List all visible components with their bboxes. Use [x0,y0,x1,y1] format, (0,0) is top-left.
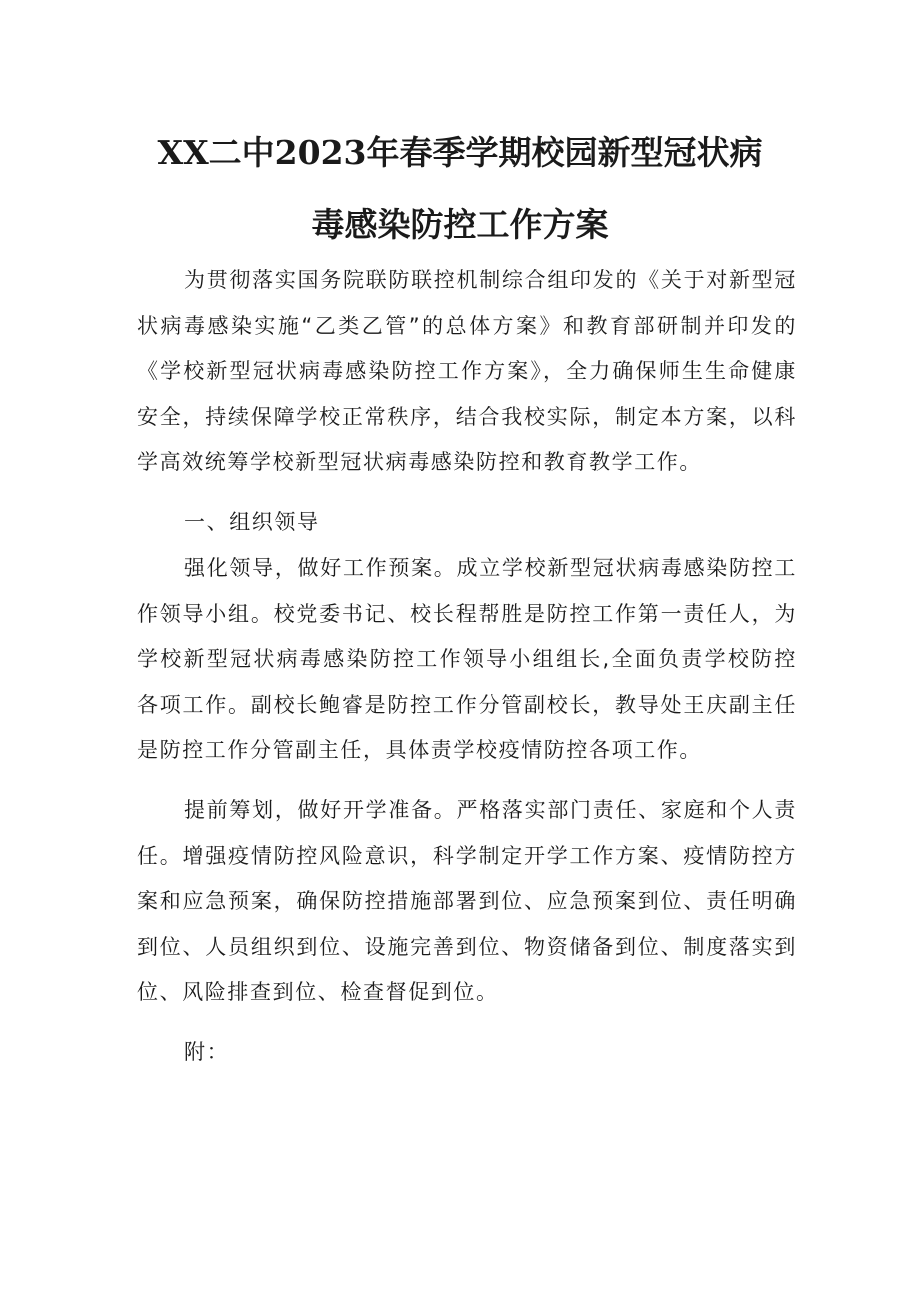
leadership-paragraph: 强化领导，做好工作预案。成立学校新型冠状病毒感染防控工作领导小组。校党委书记、校长程帮胜是防控工作第一责任人，为学校新型冠状病毒感染防控工作领导小组组长,全面负责学校防控各项工作。副校长鲍睿是防控工作分管副校长，教导处王庆副主任是防控工作分管副主任，具体责学校疫情防控各项工作。 [137,556,797,762]
intro-paragraph-block [137,258,797,486]
section-heading-block [137,500,797,546]
leadership-paragraph-block [137,546,797,774]
document-title-line-1: XX二中2023年春季学期校园新型冠状病 [157,133,763,172]
appendix-block [137,1030,797,1076]
document-title-line-2: 毒感染防控工作方案 [311,205,609,244]
preparation-paragraph: 提前筹划，做好开学准备。严格落实部门责任、家庭和个人责任。增强疫情防控风险意识，科学制定开学工作方案、疫情防控方案和应急预案，确保防控措施部署到位、应急预案到位、责任明确到位、人员组织到位、设施完善到位、物资储备到位、制度落实到位、风险排查到位、检查督促到位。 [137,798,797,1004]
intro-paragraph: 为贯彻落实国务院联防联控机制综合组印发的《关于对新型冠状病毒感染实施“乙类乙管”的总体方案》和教育部研制并印发的《学校新型冠状病毒感染防控工作方案》，全力确保师生生命健康安全，持续保障学校正常秩序，结合我校实际，制定本方案，以科学高效统筹学校新型冠状病毒感染防控和教育教学工作。 [137,268,797,474]
appendix-label: 附： [184,1040,230,1064]
section-heading-organization: 一、组织领导 [184,510,320,534]
preparation-paragraph-block [137,788,797,1016]
